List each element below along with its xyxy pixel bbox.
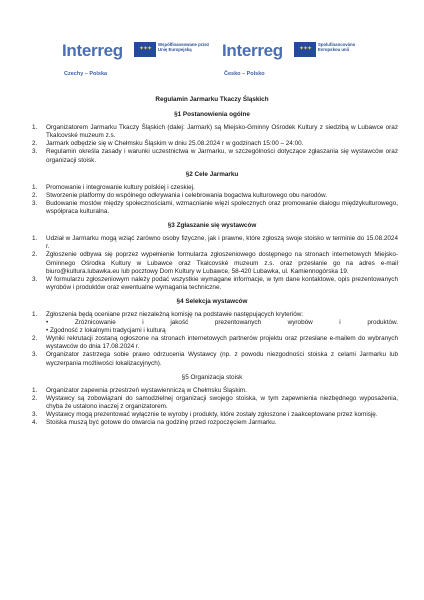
- section-1-list: [26, 124, 398, 164]
- section-5-list: [26, 387, 398, 427]
- interreg-logo-right: [222, 38, 382, 77]
- list-item: 1. Organizator zapewnia przestrzeń wystawienniczą w Chełmsku Śląskim.: [32, 386, 247, 394]
- list-item: 1. Organizatorem Jarmarku Tkaczy Śląskich (dalej: Jarmark) są Miejsko-Gminny Ośrodek Kultury z siedzibą w Lubawce oraz Tkalcovské muzeum z.s.: [32, 124, 398, 140]
- list-item: 2. Wyniki rekrutacji zostaną ogłoszone na stronach internetowych partnerów projektu oraz przesłane e-mailem do wybranych wystawców do dnia 17.08.2024 r.: [32, 335, 398, 351]
- interreg-logo-left: [62, 38, 212, 77]
- regulations-body: [26, 96, 398, 427]
- eu-cofinanced-tagline-right: Spolufinancováno Evropskou unií: [318, 42, 356, 53]
- section-heading: §5 Organizacja stoisk: [181, 373, 243, 381]
- region-label-left: Czechy – Polska: [64, 71, 108, 77]
- section-3-list: [26, 235, 398, 292]
- list-item: 4. Stoiska muszą być gotowe do otwarcia na godzinę przed rozpoczęciem Jarmarku.: [32, 419, 277, 427]
- list-item: 3. Wystawcy mogą prezentować wyłącznie te wyroby i produkty, które zostały zgłoszone i zaakceptowane przez komisję.: [32, 411, 378, 418]
- criteria-item: • Zróżnicowanie i jakość prezentowanych wyrobów i produktów.: [46, 319, 398, 327]
- eu-flag-icon: ✦✦✦: [294, 42, 316, 57]
- interreg-wordmark-left: Interreg: [62, 41, 123, 60]
- eu-cofinanced-tagline-left: Współfinansowane przez Unię Europejską: [158, 42, 210, 53]
- list-item: 1. Promowanie i integrowanie kultury polskiej i czeskiej.: [32, 183, 195, 191]
- list-item: 1. Udział w Jarmarku mogą wziąć zarówno osoby fizyczne, jak i prawne, które zgłoszą swoje stoisko w terminie do 15.08.2024 r.: [32, 235, 398, 251]
- criteria-item: • Zgodność z lokalnymi tradycjami i kulturą: [46, 327, 166, 335]
- document-title: Regulamin Jarmarku Tkaczy Śląskich: [155, 96, 269, 103]
- section-4-list: [26, 311, 398, 368]
- section-heading: §1 Postanowienia ogólne: [174, 111, 250, 119]
- list-item: 2. Jarmark odbędzie się w Chełmsku Śląskim w dniu 25.08.2024 r w godzinach 15:00 – 24:00.: [32, 140, 304, 148]
- list-item: 1. Zgłoszenia będą oceniane przez niezależną komisję na podstawie następujących kryteriów:: [32, 310, 304, 318]
- section-heading: §3 Zgłaszanie się wystawców: [167, 222, 257, 230]
- list-item: 2. Wystawcy są zobowiązani do samodzielnej organizacji swojego stoiska, w tym zapewnienia niezbędnego wyposażenia, chyba że ustalono inaczej z organizatorem.: [32, 394, 398, 410]
- region-label-right: Česko – Polsko: [224, 71, 265, 77]
- section-heading: §4 Selekcja wystawców: [176, 297, 248, 305]
- list-item: 3. Organizator zastrzega sobie prawo odrzucenia Wystawcy (np. z powodu niezgodności stoiska z celami Jarmarku lub wyczerpania możliwości lokalizacyjnych).: [32, 351, 398, 367]
- eu-flag-icon: ✦✦✦: [134, 42, 156, 57]
- list-item: 3. W formularzu zgłoszeniowym należy podać wszystkie wymagane informacje, w tym dane kontaktowe, opis prezentowanych wyrobów i produktów oraz ewentualne wymagania techniczne.: [32, 275, 398, 291]
- list-item: 3. Budowanie mostów między społecznościami, wzmacnianie więzi społecznych oraz promowanie dialogu międzykulturowego, współpraca kulturalna.: [32, 199, 398, 216]
- section-heading: §2 Cele Jarmarku: [185, 170, 239, 178]
- interreg-wordmark-right: Interreg: [222, 41, 283, 60]
- list-item: 3. Regulamin określa zasady i warunki uczestnictwa w Jarmarku, w szczególności dotyczące zgłaszania się wystawców oraz organizacji stoisk.: [32, 148, 398, 164]
- list-item: 2. Zgłoszenie odbywa się poprzez wypełnienie formularza zgłoszeniowego dostępnego na stronach internetowych Miejsko-Gminnego Ośrodka Kultury w Lubawce oraz Tkalcovské muzeum z.s. oraz przesłanie go na adres e-mail biuro@kultura.lubawka.eu lub pocztowy Dom Kultury w Lubawce, 58-420 Lubawka, ul. Kamiennogórska 19.: [32, 251, 398, 275]
- list-item: 2. Stworzenie platformy do wspólnego odkrywania i celebrowania bogactwa kulturowego obu narodów.: [32, 191, 328, 199]
- section-2-list: [26, 184, 398, 216]
- header-logos: [62, 38, 382, 77]
